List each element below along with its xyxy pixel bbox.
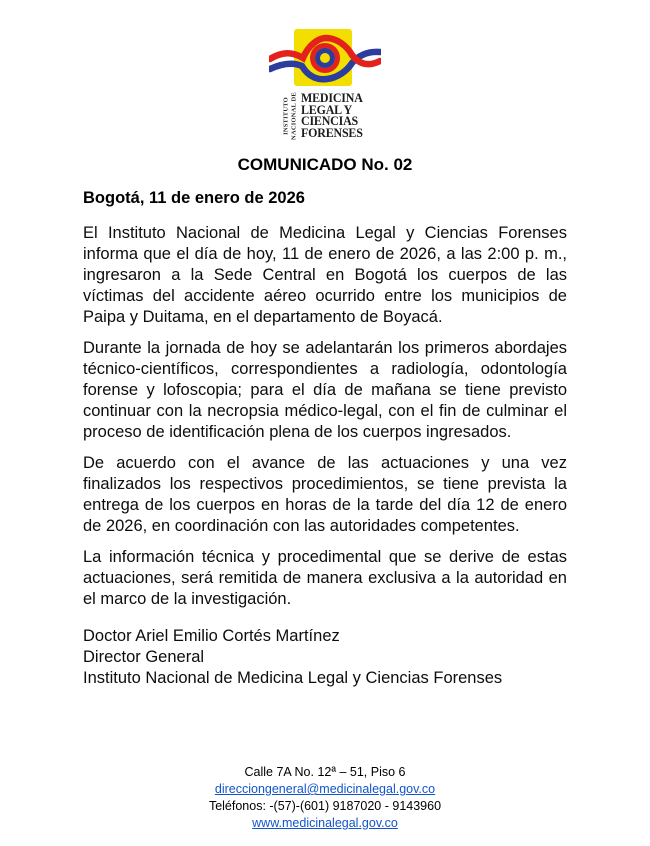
footer-email-line xyxy=(0,781,650,798)
logo-wordmark-line: MEDICINA xyxy=(300,90,363,105)
signer-institution: Instituto Nacional de Medicina Legal y Ciencias Forenses xyxy=(83,669,503,687)
dateline: Bogotá, 11 de enero de 2026 xyxy=(83,189,305,207)
email-link[interactable]: direcciongeneral@medicinalegal.gov.co xyxy=(214,782,436,796)
paragraph-2: Durante la jornada de hoy se adelantarán los primeros abordajes técnico-científicos, correspondientes a radiología, odontología forense y lofoscopia; para el día de mañana se tiene previsto continuar con la necropsia médico-legal, con el fin de culminar el proceso de identificación plena de los cuerpos ingresados. xyxy=(83,339,567,441)
signature-block xyxy=(83,626,567,689)
logo-vertical-text-col1 xyxy=(282,92,290,139)
footer-contact-block xyxy=(0,764,650,832)
logo-vertical-text-nacional-de: NACIONAL DE xyxy=(290,91,298,140)
logo-wordmark-line: CIENCIAS xyxy=(300,113,359,128)
footer-website-line xyxy=(0,815,650,832)
website-link[interactable]: www.medicinalegal.gov.co xyxy=(252,816,398,830)
communique-title: COMUNICADO No. 02 xyxy=(237,155,413,174)
logo-vertical-text-instituto: INSTITUTO xyxy=(282,96,290,135)
institute-logo-text xyxy=(282,92,368,139)
institute-eye-emblem-icon xyxy=(269,28,381,90)
footer-phones: Teléfonos: -(57)-(601) 9187020 - 9143960 xyxy=(208,799,442,813)
institute-logo xyxy=(0,0,650,139)
signer-name: Doctor Ariel Emilio Cortés Martínez xyxy=(83,627,340,645)
logo-vertical-text-col2 xyxy=(290,92,298,139)
logo-wordmark-line: LEGAL Y xyxy=(300,101,353,117)
paragraph-3: De acuerdo con el avance de las actuaciones y una vez finalizados los respectivos procedimientos, se tiene prevista la entrega de los cuerpos en horas de la tarde del día 12 de enero de 2026, en coordinación con las autoridades competentes. xyxy=(83,454,567,535)
logo-wordmark-line: FORENSES xyxy=(300,124,363,140)
footer-address: Calle 7A No. 12ª – 51, Piso 6 xyxy=(244,765,406,779)
signer-role: Director General xyxy=(83,648,205,666)
logo-wordmark xyxy=(301,92,363,138)
paragraph-4: La información técnica y procedimental que se derive de estas actuaciones, será remitida de manera exclusiva a la autoridad en el marco de la investigación. xyxy=(83,548,567,608)
paragraph-1: El Instituto Nacional de Medicina Legal y Ciencias Forenses informa que el día de hoy, 11 de enero de 2026, a las 2:00 p. m., ingresaron a la Sede Central en Bogotá los cuerpos de las víctimas del accidente aéreo ocurrido entre los municipios de Paipa y Duitama, en el departamento de Boyacá. xyxy=(83,224,567,326)
communique-body xyxy=(83,223,567,610)
